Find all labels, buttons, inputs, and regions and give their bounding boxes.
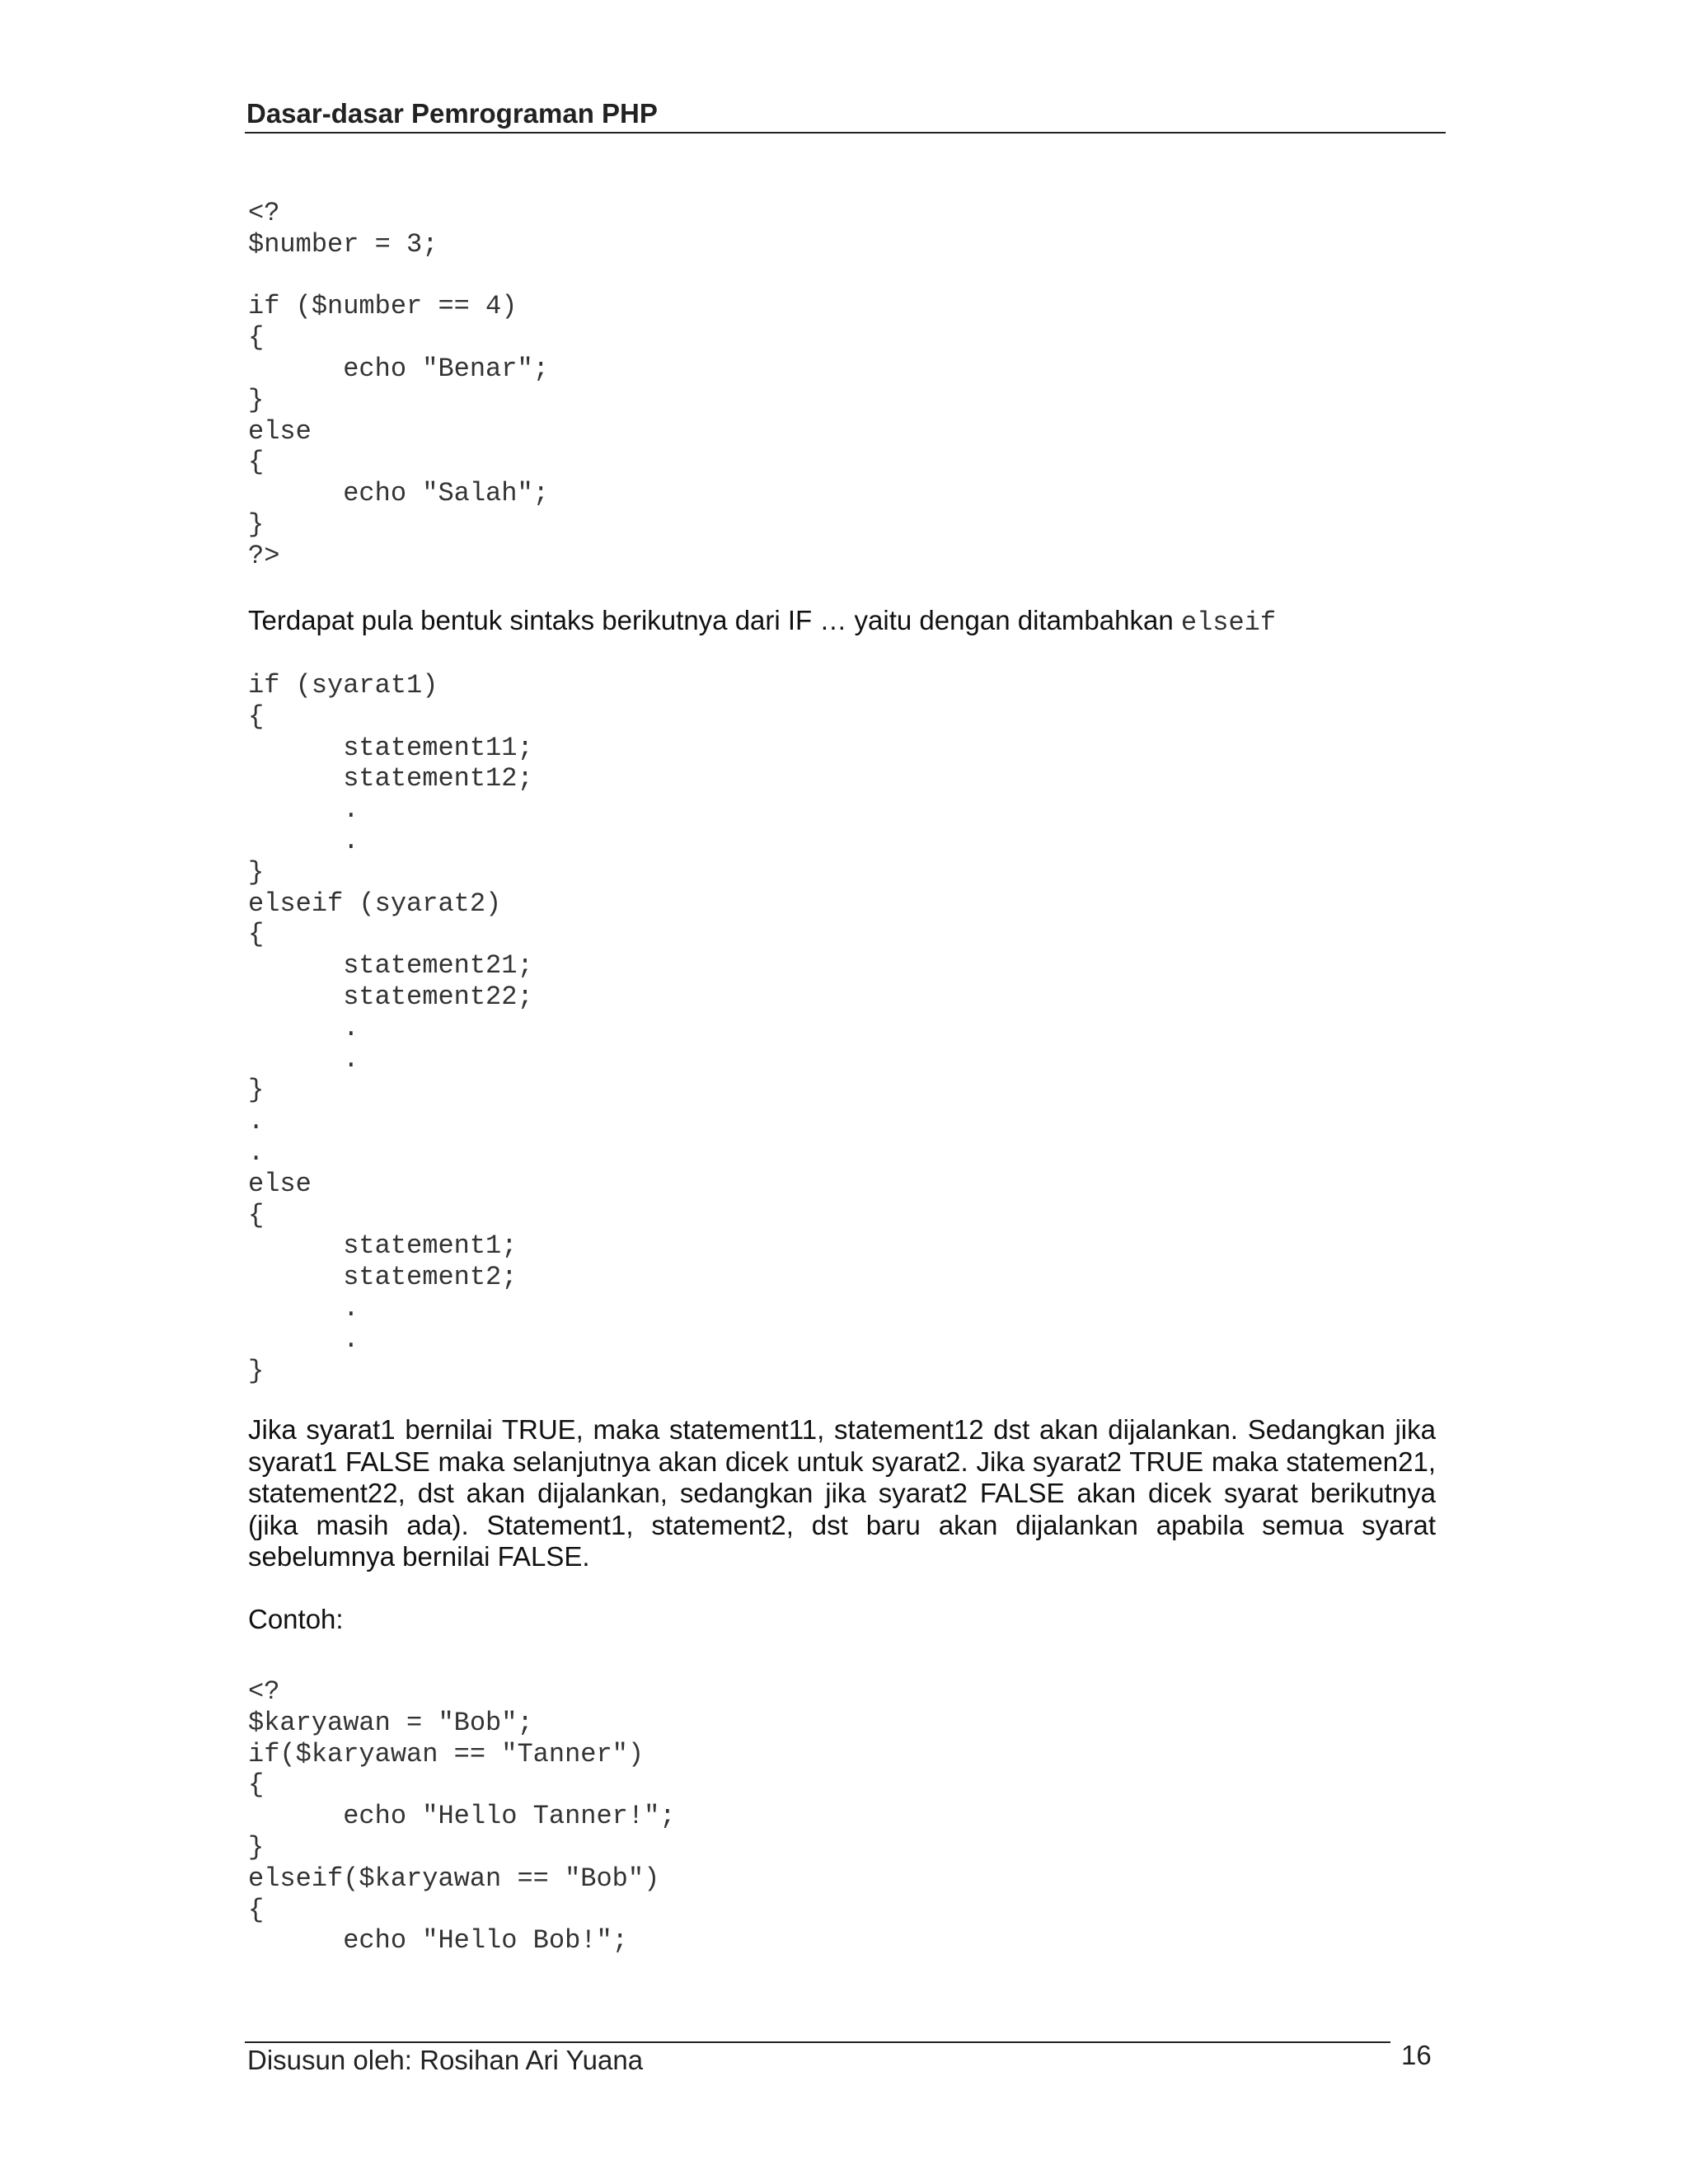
code-block-elseif-syntax: if (syarat1) { statement11; statement12; . . } elseif (syarat2) { statement21; statement22; . . } . . else { statement1; statement2; . . }	[248, 670, 533, 1386]
footer-divider	[245, 2041, 1390, 2043]
page-number: 16	[1401, 2040, 1432, 2070]
header-divider	[245, 132, 1446, 134]
description-paragraph: Jika syarat1 bernilai TRUE, maka statement11, statement12 dst akan dijalankan. Sedangkan jika syarat1 FALSE maka selanjutnya akan dicek untuk syarat2. Jika syarat2 TRUE maka statemen21, statement22, dst akan dijalankan, sedangkan jika syarat2 FALSE akan dicek syarat berikutnya (jika masih ada). Statement1, statement2, dst baru akan dijalankan apabila semua syarat sebelumnya bernilai FALSE.	[248, 1414, 1436, 1572]
code-block-if-else: <? $number = 3; if ($number == 4) { echo "Benar"; } else { echo "Salah"; } ?>	[248, 198, 549, 571]
intro-paragraph	[248, 605, 1436, 640]
footer-author: Disusun oleh: Rosihan Ari Yuana	[247, 2045, 644, 2075]
example-label: Contoh:	[248, 1604, 344, 1634]
inline-code-elseif: elseif	[1180, 607, 1277, 638]
code-block-example: <? $karyawan = "Bob"; if($karyawan == "Tanner") { echo "Hello Tanner!"; } elseif($karyawan == "Bob") { echo "Hello Bob!";	[248, 1676, 676, 1957]
document-title: Dasar-dasar Pemrograman PHP	[246, 98, 658, 129]
intro-text: Terdapat pula bentuk sintaks berikutnya dari IF … yaitu dengan ditambahkan	[248, 605, 1181, 635]
